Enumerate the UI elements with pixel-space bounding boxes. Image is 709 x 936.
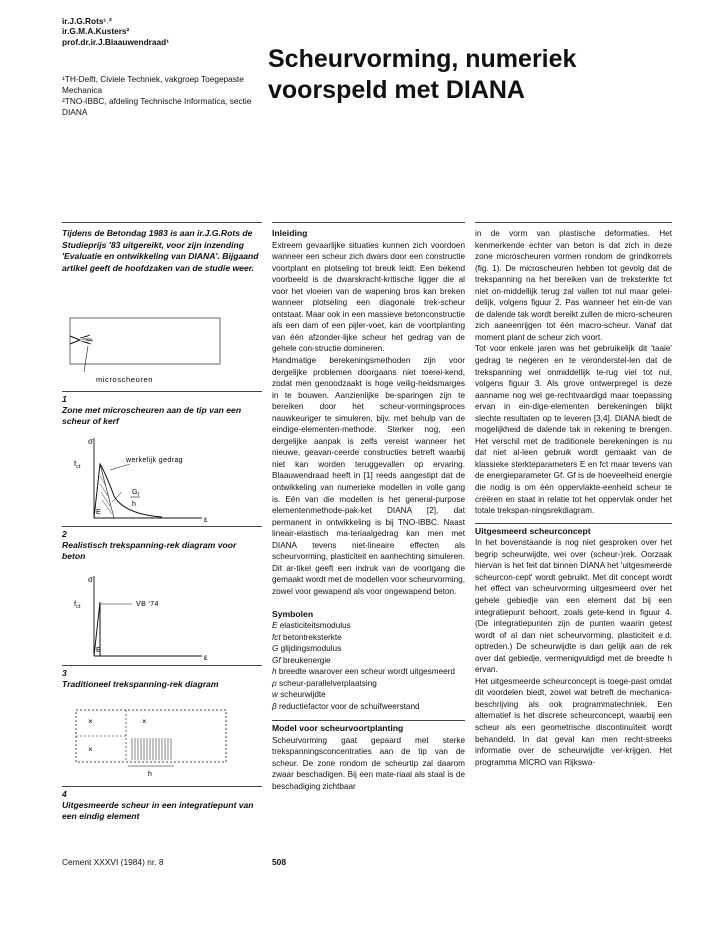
affiliations [62, 74, 262, 118]
figure-3 [62, 572, 262, 664]
symbol-list [272, 620, 465, 712]
leader-line [84, 346, 88, 372]
symbol-item: w scheurwijdte [272, 690, 326, 700]
intro-note: Tijdens de Betondag 1983 is aan ir.J.G.Rots de Studieprijs '83 uitgereikt, voor zijn inzending 'Evaluatie en ontwikkeling van DIANA'. Bijgaand artikel geeft de hoofdzaken van de studie weer. [62, 228, 259, 273]
e-label: E [96, 645, 102, 654]
column-2 [272, 228, 465, 792]
affiliation-1: ¹TH-Delft, Civiele Techniek, vakgroep Toegepaste Mechanica [62, 74, 244, 95]
figure-3-caption [62, 668, 262, 690]
notch [70, 336, 80, 344]
figure-2 [62, 434, 262, 526]
divider [62, 786, 262, 787]
smeared-crack-hatch [132, 738, 171, 760]
author-1: ir.J.G.Rots¹˒² [62, 16, 112, 26]
integration-point: × [142, 717, 147, 726]
paragraph: Tot voor enkele jaren was het gebruikelijk dit 'taaie' gedrag te negeren en te veronderstel-len dat de trekspanning wel onmiddellijk te-rug viel tot nul, volgens figuur 3. Als grove ontwerpregel is deze aanname nog wel ge-rechtvaardigd maar toepassing ervan in ein-dige-elementen berekeningen blijkt slechte resultaten op te leveren [3,4]. DIANA biedt de mogelijkheid de dalende tak in rekening te brengen. Het verschil met de traditionele berekeningen is nu dat niet al-leen gebruik wordt gemaakt van de klassieke sterkteparameters E en fct maar tevens van de energieparameter Gf. Gf is de hoeveelheid energie die nodig is om één oppervlakte-eenheid scheur te creëren en staat in relatie tot het oppervlak onder het totale trekspan-ningsrekdiagram. [475, 344, 672, 516]
e-label: E [96, 507, 102, 516]
author-list [62, 16, 262, 47]
divider [62, 391, 262, 392]
symbol-item: fct betontreksterkte [272, 632, 342, 642]
microcrack-label: microscheuren [96, 375, 153, 384]
figure-4 [62, 698, 262, 780]
symbol-item: Gf breukenergie [272, 655, 331, 665]
symbol-item: h breedte waarover een scheur wordt uitgesmeerd [272, 667, 455, 677]
x-axis-label: ε [204, 653, 208, 662]
heading-model: Model voor scheurvoortplanting [272, 723, 404, 734]
symbol-item: E elasticiteitsmodulus [272, 621, 351, 631]
author-3: prof.dr.ir.J.Blaauwendraad¹ [62, 36, 169, 47]
paragraph: Het uitgesmeerde scheurconcept is toege-past omdat dit voordelen biedt, zowel wat betreft de mechanica-beschrijving als ook programmatechniek. Een alternatief is het discrete scheurconcept, waarbij een scheur als een geometrische discontinuïteit wordt behandeld. In dat geval kan men recht-streeks informatie over de scheurwijdte ver-krijgen. Het programma MICRO van Rijkswa- [475, 676, 672, 767]
element-outline [76, 710, 226, 762]
gf-label: $G_f$ [132, 489, 139, 498]
divider [62, 665, 262, 666]
divider [62, 526, 262, 527]
paragraph: Extreem gevaarlijke situaties kunnen zich voordoen wanneer een scheur zich dwars door een constructie voortplant en plotseling tot breuk leidt. Een bekend voorbeeld is de dwarskracht-kritische ligger die al voor het vloeien van de wapening bros kan breken wanneer plotseling een diagonale trek-scheur ontstaat. Maar ook in een massieve betonconstructie als een dam of een pijler-voet, kan de voortplanting van één afzonder-lijke scheur het gedrag van de gehele con-structie domineren. [272, 240, 465, 354]
divider [475, 222, 672, 223]
paragraph: Scheurvorming gaat gepaard met sterke trekspanningsconcentraties aan de tip van de scheur. De zone rondom de scheurtip zal daarom zwaar beschadigen. Bij een mate-riaal als staal is de beschadiging zichtbaar [272, 735, 465, 791]
figure-3-text: Traditioneel trekspanning-rek diagram [62, 679, 219, 690]
figure-1-text: Zone met microscheuren aan de tip van een scheur of kerf [62, 405, 242, 427]
symbol-item: ρ scheur-parallelverplaatsing [272, 678, 377, 688]
divider [62, 222, 262, 223]
heading-uitgesmeerd: Uitgesmeerd scheurconcept [475, 525, 591, 536]
figure-3-number: 3 [62, 668, 67, 678]
y-axis-label: σ [88, 575, 93, 584]
figure-2-text: Realistisch trekspanning-rek diagram voor beton [62, 540, 237, 562]
y-axis-label: σ [88, 437, 93, 446]
curve-leader [110, 464, 130, 470]
softening-curve [94, 464, 162, 518]
divider [272, 720, 465, 721]
figure-4-text: Uitgesmeerde scheur in een integratiepunt van een eindig element [62, 800, 254, 822]
author-2: ir.G.M.A.Kusters² [62, 26, 130, 37]
symbol-item: G glijdingsmodulus [272, 644, 342, 654]
symbol-item: β reductiefactor voor de schuifweerstand [272, 701, 420, 711]
curve-label: VB '74 [136, 601, 159, 608]
affiliation-2: ²TNO-IBBC, afdeling Technische Informatica, sectie DIANA [62, 96, 252, 117]
title-line-1: Scheurvorming, numeriek [268, 45, 577, 73]
hatch-area [100, 476, 112, 514]
integration-point: × [88, 717, 93, 726]
journal-reference: Cement XXXVI (1984) nr. 8 [62, 857, 164, 867]
microcrack-zone [80, 335, 93, 344]
title-line-2: voorspeld met DIANA [268, 76, 525, 104]
divider [475, 523, 672, 524]
column-3 [475, 228, 672, 768]
figure-2-number: 2 [62, 529, 67, 539]
h-label: h [148, 771, 152, 778]
integration-point: × [88, 745, 93, 754]
page-number: 508 [272, 857, 286, 867]
paragraph: Handmatige berekeningsmethoden zijn voor dergelijke problemen doorgaans niet toerei-kend, zodat men genoodzaakt is hoge veilig-heidsmarges in te bouwen. Aanzienlijke be-sparingen zijn te bereiken door het scheur-vormingsproces nauwkeuriger te simuleren, bijv. met behulp van de eindige-elementen-methode. Sterker nog, een dergelijke aanpak is zelfs vereist wanneer het nieuwe, geavan-ceerde constructies betreft waarbij niet kan worden teruggevallen op ervaring. Blaauwendraad heeft in [1] reeds aangestipt dat de ontwikkeling van numerieke modellen in volle gang is. Eén van die modellen is het general-purpose elementenmethode-pak-ket DIANA [2], dat permanent in ontwikkeling is bij TNO-IBBC. Naast lineair-elastisch ma-teriaalgedrag kan men met DIANA tevens niet-lineaire effecten als scheurvorming, plasticiteit en aanhechting simuleren. Dit ar-tikel geeft een indruk van de voortgang die gemaakt wordt met de modellen voor scheurvorming, zowel voor gewapend als voor ongewapend beton. [272, 356, 465, 596]
divider [272, 222, 465, 223]
heading-inleiding: Inleiding [272, 228, 308, 238]
figure-4-number: 4 [62, 789, 67, 799]
x-axis-label: ε [204, 515, 208, 524]
paragraph: in de vorm van plastische deformaties. Het kenmerkende echter van beton is dat zich in deze zone microscheuren vormen rondom de grindkorrels (fig. 1). De microscheuren hebben tot gevolg dat de trekspanning na het bereiken van de treksterkte fct niet on-middellijk terug zal vallen tot nul maar gelei-delijk, volgens figuur 2. Pas wanneer het ein-de van de dalende tak wordt bereikt zullen de micro-scheuren zich aaneenrijgen tot één macro-scheur. Vanaf dat moment plant de scheur zich voort. [475, 229, 672, 342]
article-title [268, 44, 688, 106]
figure-1-caption [62, 394, 262, 428]
figure-4-caption [62, 789, 262, 823]
heading-symbolen: Symbolen [272, 608, 314, 619]
figure-2-caption [62, 529, 262, 563]
curve-label: werkelijk gedrag [126, 457, 183, 464]
h-label: h [132, 501, 136, 508]
figure-1 [62, 302, 262, 388]
fct-label: $f_{ct}$ [74, 599, 81, 610]
fct-label: $f_{ct}$ [74, 459, 81, 470]
paragraph: In het bovenstaande is nog niet gesproken over het begrip scheurwijdte, wei over (scheur-)rek. Oorzaak hiervan is het feit dat binnen DIANA het 'uitgesmeerde scheurcon-cept' wordt gebruikt. Met dit concept wordt het effect van scheurvorming uitgesmeerd over het gehele gebiedje van een element dat bij een integratiepunt behoort, zoals gete-kend in figuur 4. (De integratiepunten zijn de punten waarin getest wordt of al dan niet scheurvorming, plasticiteit e.d. optreden.) De scheurwijdte is dan gelijk aan de rek over dat gebiedje, vermenigvuldigd met de breedte h ervan. [475, 538, 672, 675]
figure-1-number: 1 [62, 394, 67, 404]
